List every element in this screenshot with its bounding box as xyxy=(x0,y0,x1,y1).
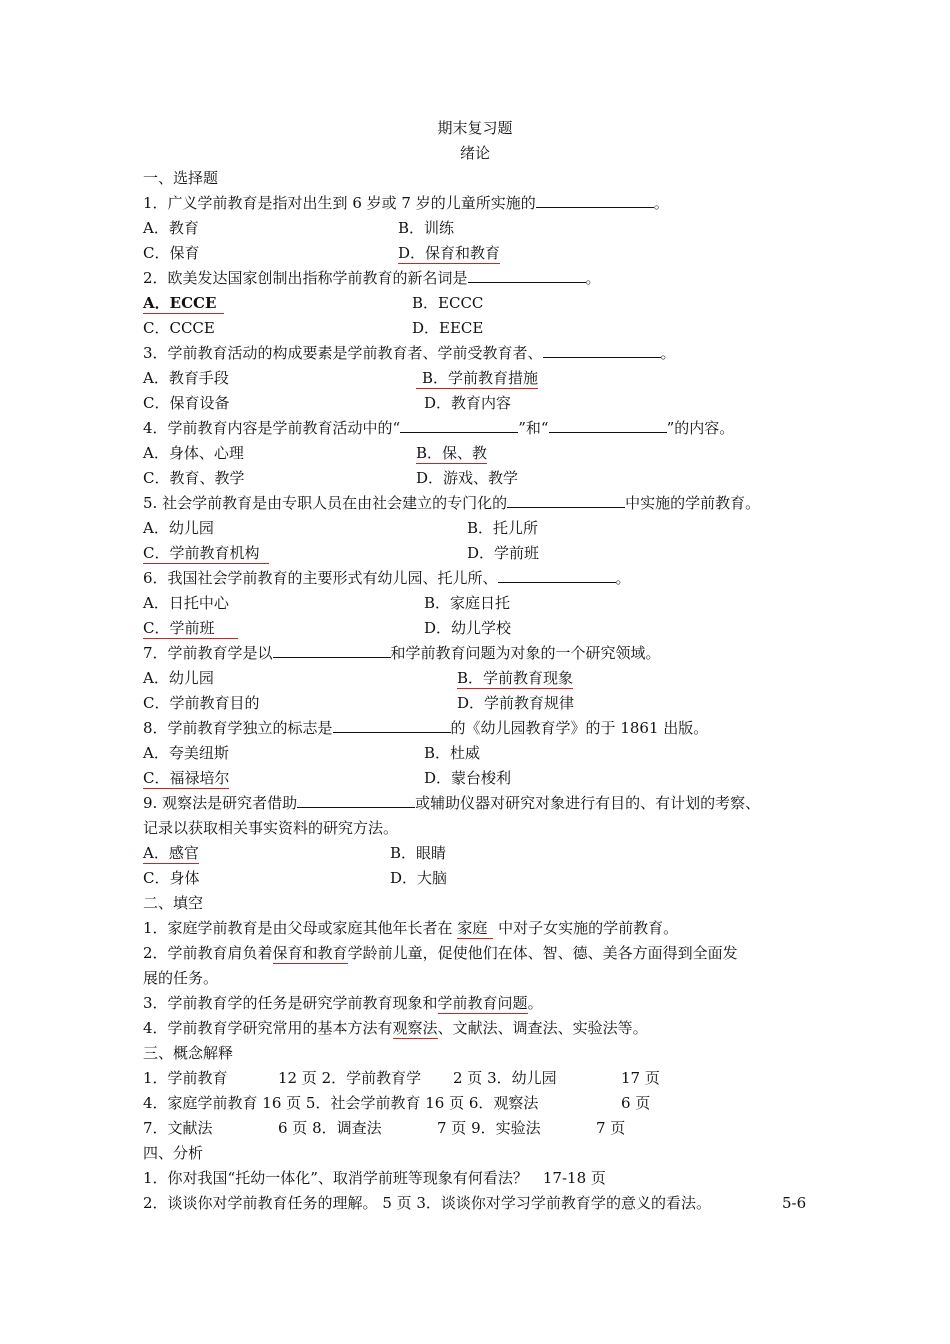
q2-option-d: D．EECE xyxy=(412,319,484,337)
answer-blank xyxy=(536,192,654,208)
q2-option-a-answer: A．ECCE xyxy=(143,292,224,314)
q3-option-d: D．教育内容 xyxy=(424,394,512,412)
q6-option-c-answer: C．学前班 xyxy=(143,617,238,639)
q3-option-c: C．保育设备 xyxy=(143,394,230,412)
question-1: 1．广义学前教育是指对出生到 6 岁或 7 岁的儿童所实施的 。 xyxy=(143,194,669,212)
fill-answer: 观察法 xyxy=(392,1019,438,1037)
q9-option-c: C．身体 xyxy=(143,869,200,887)
q8-option-a: A．夸美纽斯 xyxy=(143,744,229,762)
q7-option-d: D．学前教育规律 xyxy=(457,694,575,712)
q5-option-d: D．学前班 xyxy=(467,544,540,562)
answer-blank xyxy=(333,717,451,733)
concept-page-ref: 6 页 xyxy=(621,1094,651,1112)
question-3: 3．学前教育活动的构成要素是学前教育者、学前受教育者、 。 xyxy=(143,344,676,362)
q1-option-d-answer: D．保育和教育 xyxy=(398,244,501,262)
doc-subtitle: 绪论 xyxy=(459,144,490,162)
fill-2-continued: 展的任务。 xyxy=(143,969,219,987)
answer-blank xyxy=(400,417,518,433)
question-9-continued: 记录以获取相关事实资料的研究方法。 xyxy=(143,819,399,837)
answer-blank xyxy=(273,642,391,658)
fill-4: 4．学前教育学研究常用的基本方法有观察法、文献法、调查法、实验法等。 xyxy=(143,1019,648,1037)
section-heading-choice: 一、选择题 xyxy=(143,169,219,187)
question-9: 9. 观察法是研究者借助 或辅助仪器对研究对象进行有目的、有计划的考察、 xyxy=(143,794,761,812)
section-heading-fill: 二、填空 xyxy=(143,894,204,912)
q7-option-b-answer: B．学前教育现象 xyxy=(457,669,574,687)
fill-1: 1．家庭学前教育是由父母或家庭其他年长者在 家庭 中对子女实施的学前教育。 xyxy=(143,919,679,937)
question-6: 6．我国社会学前教育的主要形式有幼儿园、托儿所、 。 xyxy=(143,569,631,587)
answer-blank xyxy=(468,267,586,283)
concept-item: 1．学前教育 xyxy=(143,1069,228,1087)
q4-option-b-answer: B．保、教 xyxy=(416,444,488,462)
concept-page-ref: 7 页 xyxy=(596,1119,626,1137)
section-heading-concepts: 三、概念解释 xyxy=(143,1044,234,1062)
concept-item: 2 页 3．幼儿园 xyxy=(453,1069,557,1087)
q6-option-d: D．幼儿学校 xyxy=(424,619,512,637)
q1-option-c: C．保育 xyxy=(143,244,200,262)
fill-3: 3．学前教育学的任务是研究学前教育现象和学前教育问题。 xyxy=(143,994,543,1012)
q4-option-a: A．身体、心理 xyxy=(143,444,244,462)
q7-option-c: C．学前教育目的 xyxy=(143,694,260,712)
question-8: 8．学前教育学独立的标志是 的《幼儿园教育学》的于 1861 出版。 xyxy=(143,719,709,737)
q3-option-a: A．教育手段 xyxy=(143,369,229,387)
q3-option-b-answer: B．学前教育措施 xyxy=(416,367,538,389)
answer-blank xyxy=(543,342,661,358)
analysis-page-ref: 5-6 xyxy=(782,1194,807,1212)
q8-option-d: D．蒙台梭利 xyxy=(424,769,512,787)
concept-item: 7 页 9．实验法 xyxy=(437,1119,541,1137)
q7-option-a: A．幼儿园 xyxy=(143,669,214,687)
q1-option-a: A．教育 xyxy=(143,219,199,237)
analysis-2: 2．谈谈你对学前教育任务的理解。 5 页 3．谈谈你对学习学前教育学的意义的看法。 xyxy=(143,1194,711,1212)
analysis-1: 1．你对我国“托幼一体化”、取消学前班等现象有何看法？ 17-18 页 xyxy=(143,1169,606,1187)
q4-option-d: D．游戏、教学 xyxy=(416,469,519,487)
q8-option-b: B．杜威 xyxy=(424,744,481,762)
concept-item: 7．文献法 xyxy=(143,1119,213,1137)
q9-option-b: B．眼睛 xyxy=(390,844,447,862)
q2-option-c: C．CCCE xyxy=(143,319,215,337)
question-7: 7．学前教育学是以 和学前教育问题为对象的一个研究领域。 xyxy=(143,644,661,662)
concept-item: 4．家庭学前教育 16 页 5．社会学前教育 16 页 6．观察法 xyxy=(143,1094,539,1112)
question-2: 2．欧美发达国家创制出指称学前教育的新名词是 。 xyxy=(143,269,601,287)
fill-2: 2．学前教育肩负着保育和教育学龄前儿童，促使他们在体、智、德、美各方面得到全面发 xyxy=(143,944,738,962)
concept-item: 6 页 8．调查法 xyxy=(278,1119,382,1137)
q6-option-b: B．家庭日托 xyxy=(424,594,511,612)
concept-page-ref: 17 页 xyxy=(621,1069,660,1087)
concept-item: 12 页 2．学前教育学 xyxy=(278,1069,422,1087)
q6-option-a: A．日托中心 xyxy=(143,594,229,612)
fill-answer: 家庭 xyxy=(457,919,493,939)
answer-blank xyxy=(549,417,667,433)
answer-blank xyxy=(297,792,415,808)
q9-option-d: D．大脑 xyxy=(390,869,448,887)
q9-option-a-answer: A．感官 xyxy=(143,844,199,862)
answer-blank xyxy=(507,492,625,508)
q5-option-b: B．托儿所 xyxy=(467,519,539,537)
section-heading-analysis: 四、分析 xyxy=(143,1144,204,1162)
fill-answer: 学前教育问题 xyxy=(437,994,528,1012)
q4-option-c: C．教育、教学 xyxy=(143,469,245,487)
fill-answer: 保育和教育 xyxy=(272,944,348,962)
q5-option-a: A．幼儿园 xyxy=(143,519,214,537)
doc-title: 期末复习题 xyxy=(437,119,513,137)
answer-blank xyxy=(498,567,616,583)
q1-option-b: B．训练 xyxy=(398,219,455,237)
question-5: 5. 社会学前教育是由专职人员在由社会建立的专门化的 中实施的学前教育。 xyxy=(143,494,761,512)
question-4: 4．学前教育内容是学前教育活动中的“ ”和“ ”的内容。 xyxy=(143,419,735,437)
q2-option-b: B．ECCC xyxy=(412,294,484,312)
q8-option-c-answer: C．福禄培尔 xyxy=(143,769,230,787)
q5-option-c-answer: C．学前教育机构 xyxy=(143,542,269,564)
